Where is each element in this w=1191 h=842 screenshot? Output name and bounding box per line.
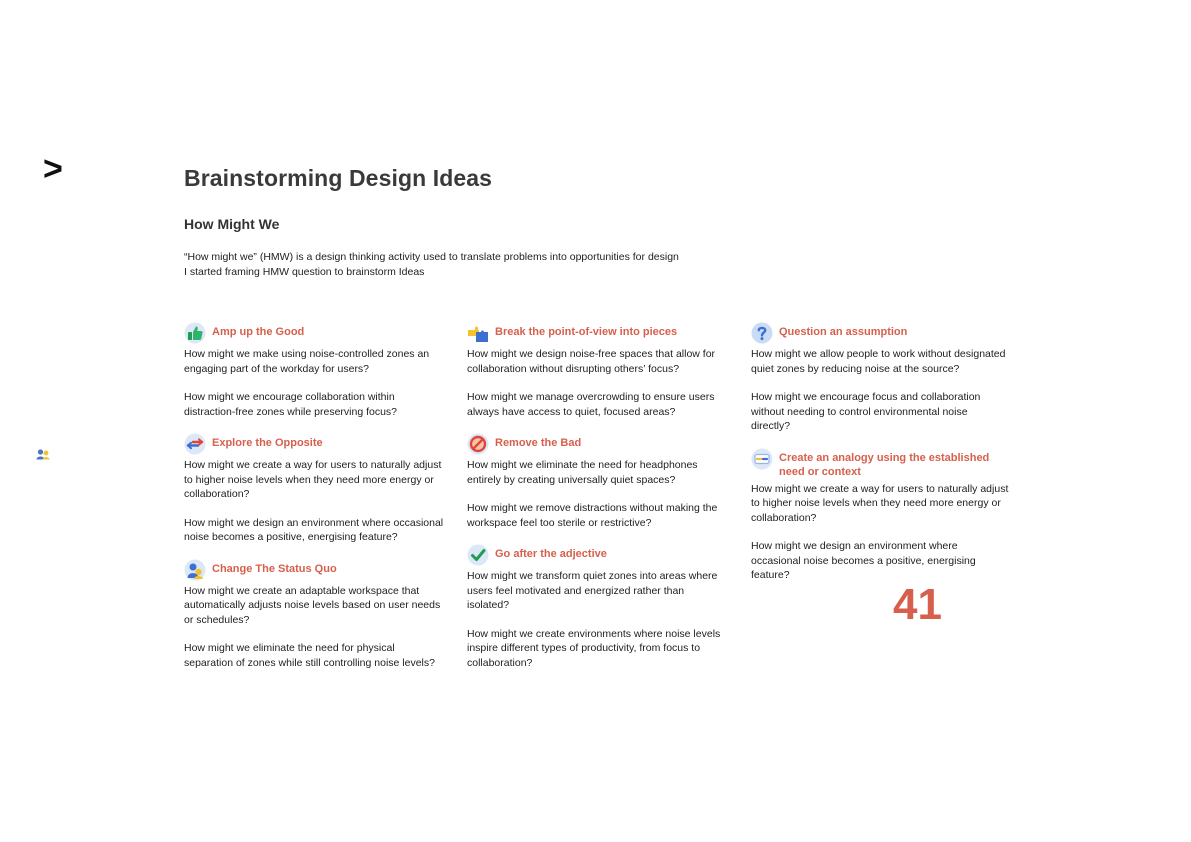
intro-line: “How might we” (HMW) is a design thinking activity used to translate problems into opportunities for design — [184, 251, 679, 263]
page-number: 41 — [893, 580, 942, 629]
hmw-question: How might we design noise-free spaces that allow for collaboration without disrupting others’ focus? — [467, 348, 716, 375]
section-amp-up-the-good — [184, 322, 446, 419]
section-explore-the-opposite — [184, 433, 446, 545]
hmw-question: How might we eliminate the need for physical separation of zones while still controlling noise levels? — [184, 642, 435, 669]
hmw-question: How might we design an environment where occasional noise becomes a positive, energising feature? — [751, 540, 976, 581]
checkmark-icon — [467, 544, 489, 566]
hmw-question: How might we make using noise-controlled zones an engaging part of the workday for users? — [184, 348, 430, 375]
thumbs-up-icon — [184, 322, 206, 344]
section-title: Break the point-of-view into pieces — [495, 326, 678, 338]
intro-line: I started framing HMW question to brainstorm Ideas — [184, 266, 425, 278]
question-mark-icon — [751, 322, 773, 344]
section-go-after-the-adjective — [467, 544, 729, 670]
section-title: Change The Status Quo — [212, 562, 337, 575]
hmw-question: How might we eliminate the need for headphones entirely by creating universally quiet spaces? — [467, 459, 698, 486]
analogy-link-icon — [751, 448, 773, 470]
opposite-arrows-icon — [184, 433, 206, 455]
section-title: Create an analogy using the established need or context — [779, 451, 990, 478]
hmw-question: How might we create a way for users to naturally adjust to higher noise levels when they need more energy or collaboration? — [751, 482, 1009, 524]
status-quo-icon — [184, 559, 206, 581]
section-title: Amp up the Good — [212, 326, 305, 338]
hmw-question: How might we encourage collaboration within distraction-free zones while preserving focus? — [184, 391, 398, 418]
section-remove-the-bad — [467, 433, 729, 530]
intro-text — [184, 250, 679, 280]
brand-arrow: > — [43, 150, 63, 188]
hmw-column-3 — [751, 322, 1009, 597]
section-break-the-point-of-view — [467, 322, 729, 419]
hmw-question: How might we create an adaptable workspace that automatically adjusts noise levels based on user needs or schedules? — [184, 584, 441, 626]
hmw-column-1 — [184, 322, 446, 684]
hmw-question: How might we allow people to work without designated quiet zones by reducing noise at the source? — [751, 348, 1006, 375]
section-change-the-status-quo — [184, 559, 446, 671]
hmw-question: How might we design an environment where occasional noise becomes a positive, energising feature? — [184, 516, 444, 543]
puzzle-pieces-icon — [467, 322, 489, 344]
section-create-an-analogy — [751, 448, 1009, 583]
hmw-question: How might we manage overcrowding to ensure users always have access to quiet, focused areas? — [467, 391, 715, 418]
hmw-question: How might we create a way for users to naturally adjust to higher noise levels when they need more energy or collaboration? — [184, 459, 442, 500]
people-icon — [36, 448, 50, 460]
page-subtitle: How Might We — [184, 216, 280, 232]
hmw-question: How might we encourage focus and collaboration without needing to control environmental noise directly? — [751, 391, 981, 432]
hmw-column-2 — [467, 322, 729, 684]
no-sign-icon — [467, 433, 489, 455]
hmw-question: How might we transform quiet zones into areas where users feel motivated and energized rather than isolated? — [467, 570, 718, 611]
hmw-question: How might we remove distractions without making the workspace feel too sterile or restrictive? — [467, 502, 718, 529]
section-title: Explore the Opposite — [212, 437, 323, 449]
section-title: Remove the Bad — [495, 437, 582, 449]
section-question-an-assumption — [751, 322, 1009, 434]
section-title: Go after the adjective — [495, 548, 607, 560]
section-title: Question an assumption — [779, 326, 908, 338]
page-title: Brainstorming Design Ideas — [184, 165, 493, 191]
hmw-question: How might we create environments where noise levels inspire different types of productivity, from focus to collaboration? — [467, 627, 721, 669]
